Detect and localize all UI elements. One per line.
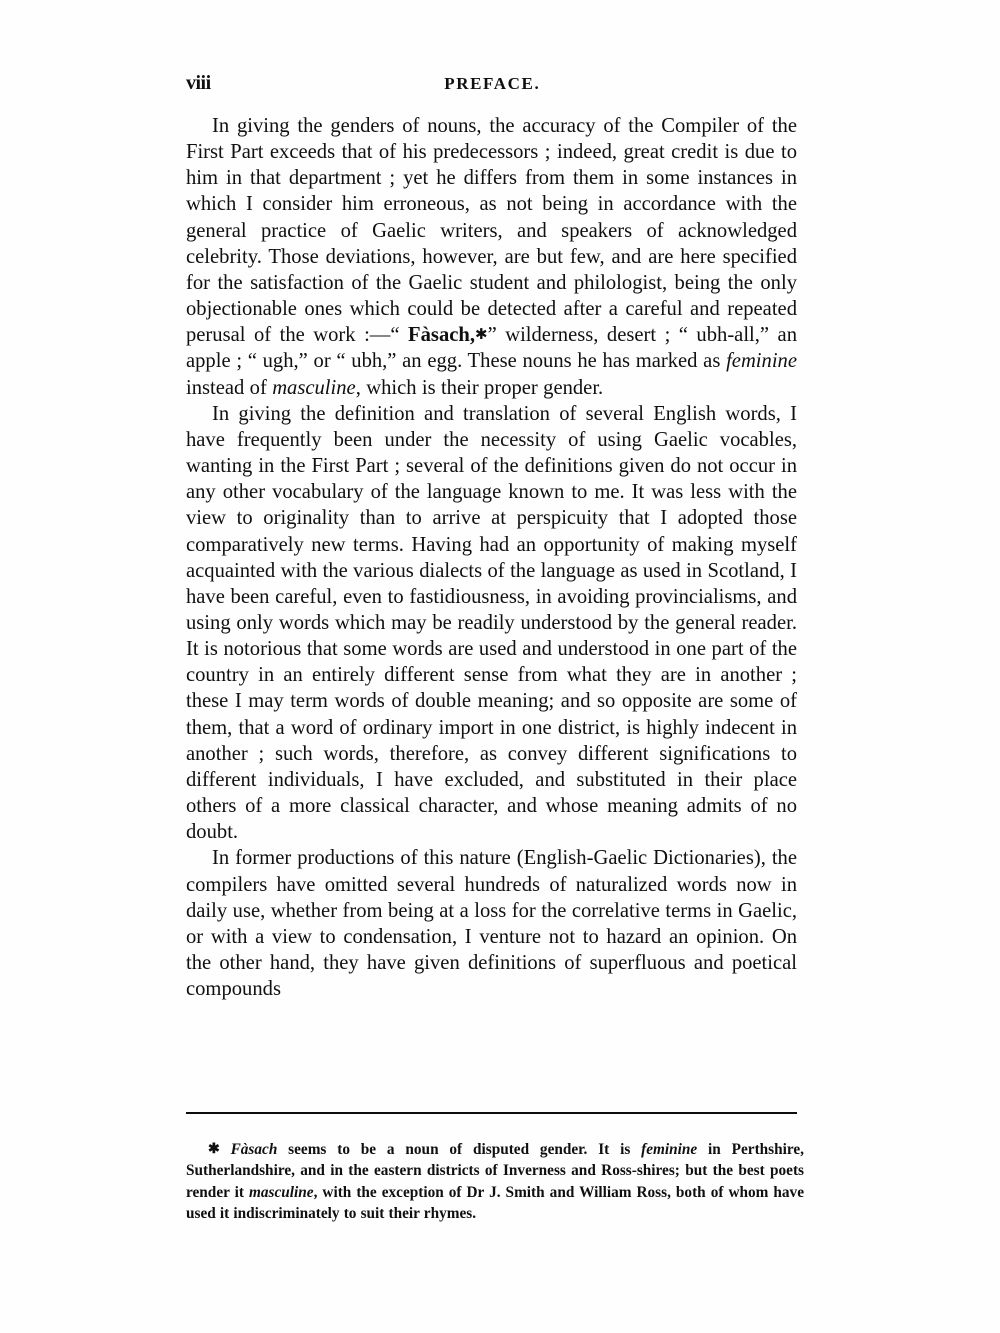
running-title: PREFACE. bbox=[444, 74, 541, 93]
footnote-part-3: , with the exception of Dr J. Smith and William Ross, both of whom have used it indiscriminately to suit their rhymes. bbox=[186, 1183, 804, 1223]
paragraph-1-part-1: In giving the genders of nouns, the accuracy of the Compiler of the First Part exceeds that of his predecessors ; indeed, great credit is due to him in that department ; yet he differs from them in some instances in which I consider him erroneous, as not being in accordance with the general practice of Gaelic writers, and speakers of acknowledged celebrity. Those deviations, however, are but few, and are here specified for the satisfaction of the Gaelic student and philologist, being the only objectionable ones which could be detected after a careful and repeated perusal of the work :—“ bbox=[186, 115, 797, 347]
page-number: viii bbox=[186, 72, 211, 94]
footnote-marker: ✱ bbox=[208, 1142, 220, 1157]
footnote-emphasis-masculine: masculine bbox=[248, 1183, 314, 1201]
emphasis-feminine: feminine bbox=[726, 350, 797, 373]
paragraph-1-part-4: , which is their proper gender. bbox=[355, 376, 604, 399]
footnote-separator-rule bbox=[186, 1112, 797, 1114]
emphasis-masculine: masculine bbox=[272, 376, 356, 399]
paragraph-2: In giving the definition and translation of several English words, I have frequently been under the necessity of using Gaelic vocables, wanting in the First Part ; several of the definitions given do not occur in any other vocabulary of the language known to me. It was less with the view to originality than to arrive at perspicuity that I adopted those comparatively new terms. Having had an opportunity of making myself acquainted with the various dialects of the language as used in Scotland, I have been careful, even to fastidiousness, in avoiding provincialisms, and using only words which may be readily understood by the general reader. It is notorious that some words are used and understood in one part of the country in an entirely different sense from what they are in another ; these I may term words of double meaning; and so opposite are some of them, that a word of ordinary import in one district, is highly indecent in another ; such words, therefore, as convey different significations to different individuals, I have excluded, and substituted in their place others of a more classical character, and whose meaning admits of no doubt. bbox=[186, 402, 797, 844]
footnote-block bbox=[186, 1139, 804, 1225]
footnote-text bbox=[186, 1139, 804, 1225]
running-head bbox=[186, 68, 797, 98]
paragraph-1-part-3: instead of bbox=[186, 376, 273, 399]
footnote-emphasis-feminine: feminine bbox=[641, 1141, 698, 1158]
footnote-gaelic-term-fasach: Fàsach bbox=[230, 1141, 278, 1158]
footnote-part-1: seems to be a noun of disputed gender. It is bbox=[277, 1141, 642, 1158]
paragraph-1 bbox=[186, 113, 797, 401]
paragraph-1-part-2: ” wilderness, desert ; “ ubh-all,” an apple ; “ ugh,” or “ ubh,” an egg. These nouns he has marked as bbox=[186, 324, 797, 373]
footnote-part-2: in Perthshire, Sutherlandshire, and in the eastern districts of Inverness and Ross-shires; but the best poets render it bbox=[186, 1141, 805, 1201]
body-text-block bbox=[186, 113, 797, 1002]
footnote-reference-marker: ✱ bbox=[474, 327, 488, 344]
gaelic-term-fasach: Fàsach, bbox=[408, 324, 475, 347]
paragraph-3: In former productions of this nature (English-Gaelic Dictionaries), the compilers have omitted several hundreds of naturalized words now in daily use, whether from being at a loss for the correlative terms in Gaelic, or with a view to condensation, I venture not to hazard an opinion. On the other hand, they have given definitions of superfluous and poetical compounds bbox=[186, 847, 797, 1001]
